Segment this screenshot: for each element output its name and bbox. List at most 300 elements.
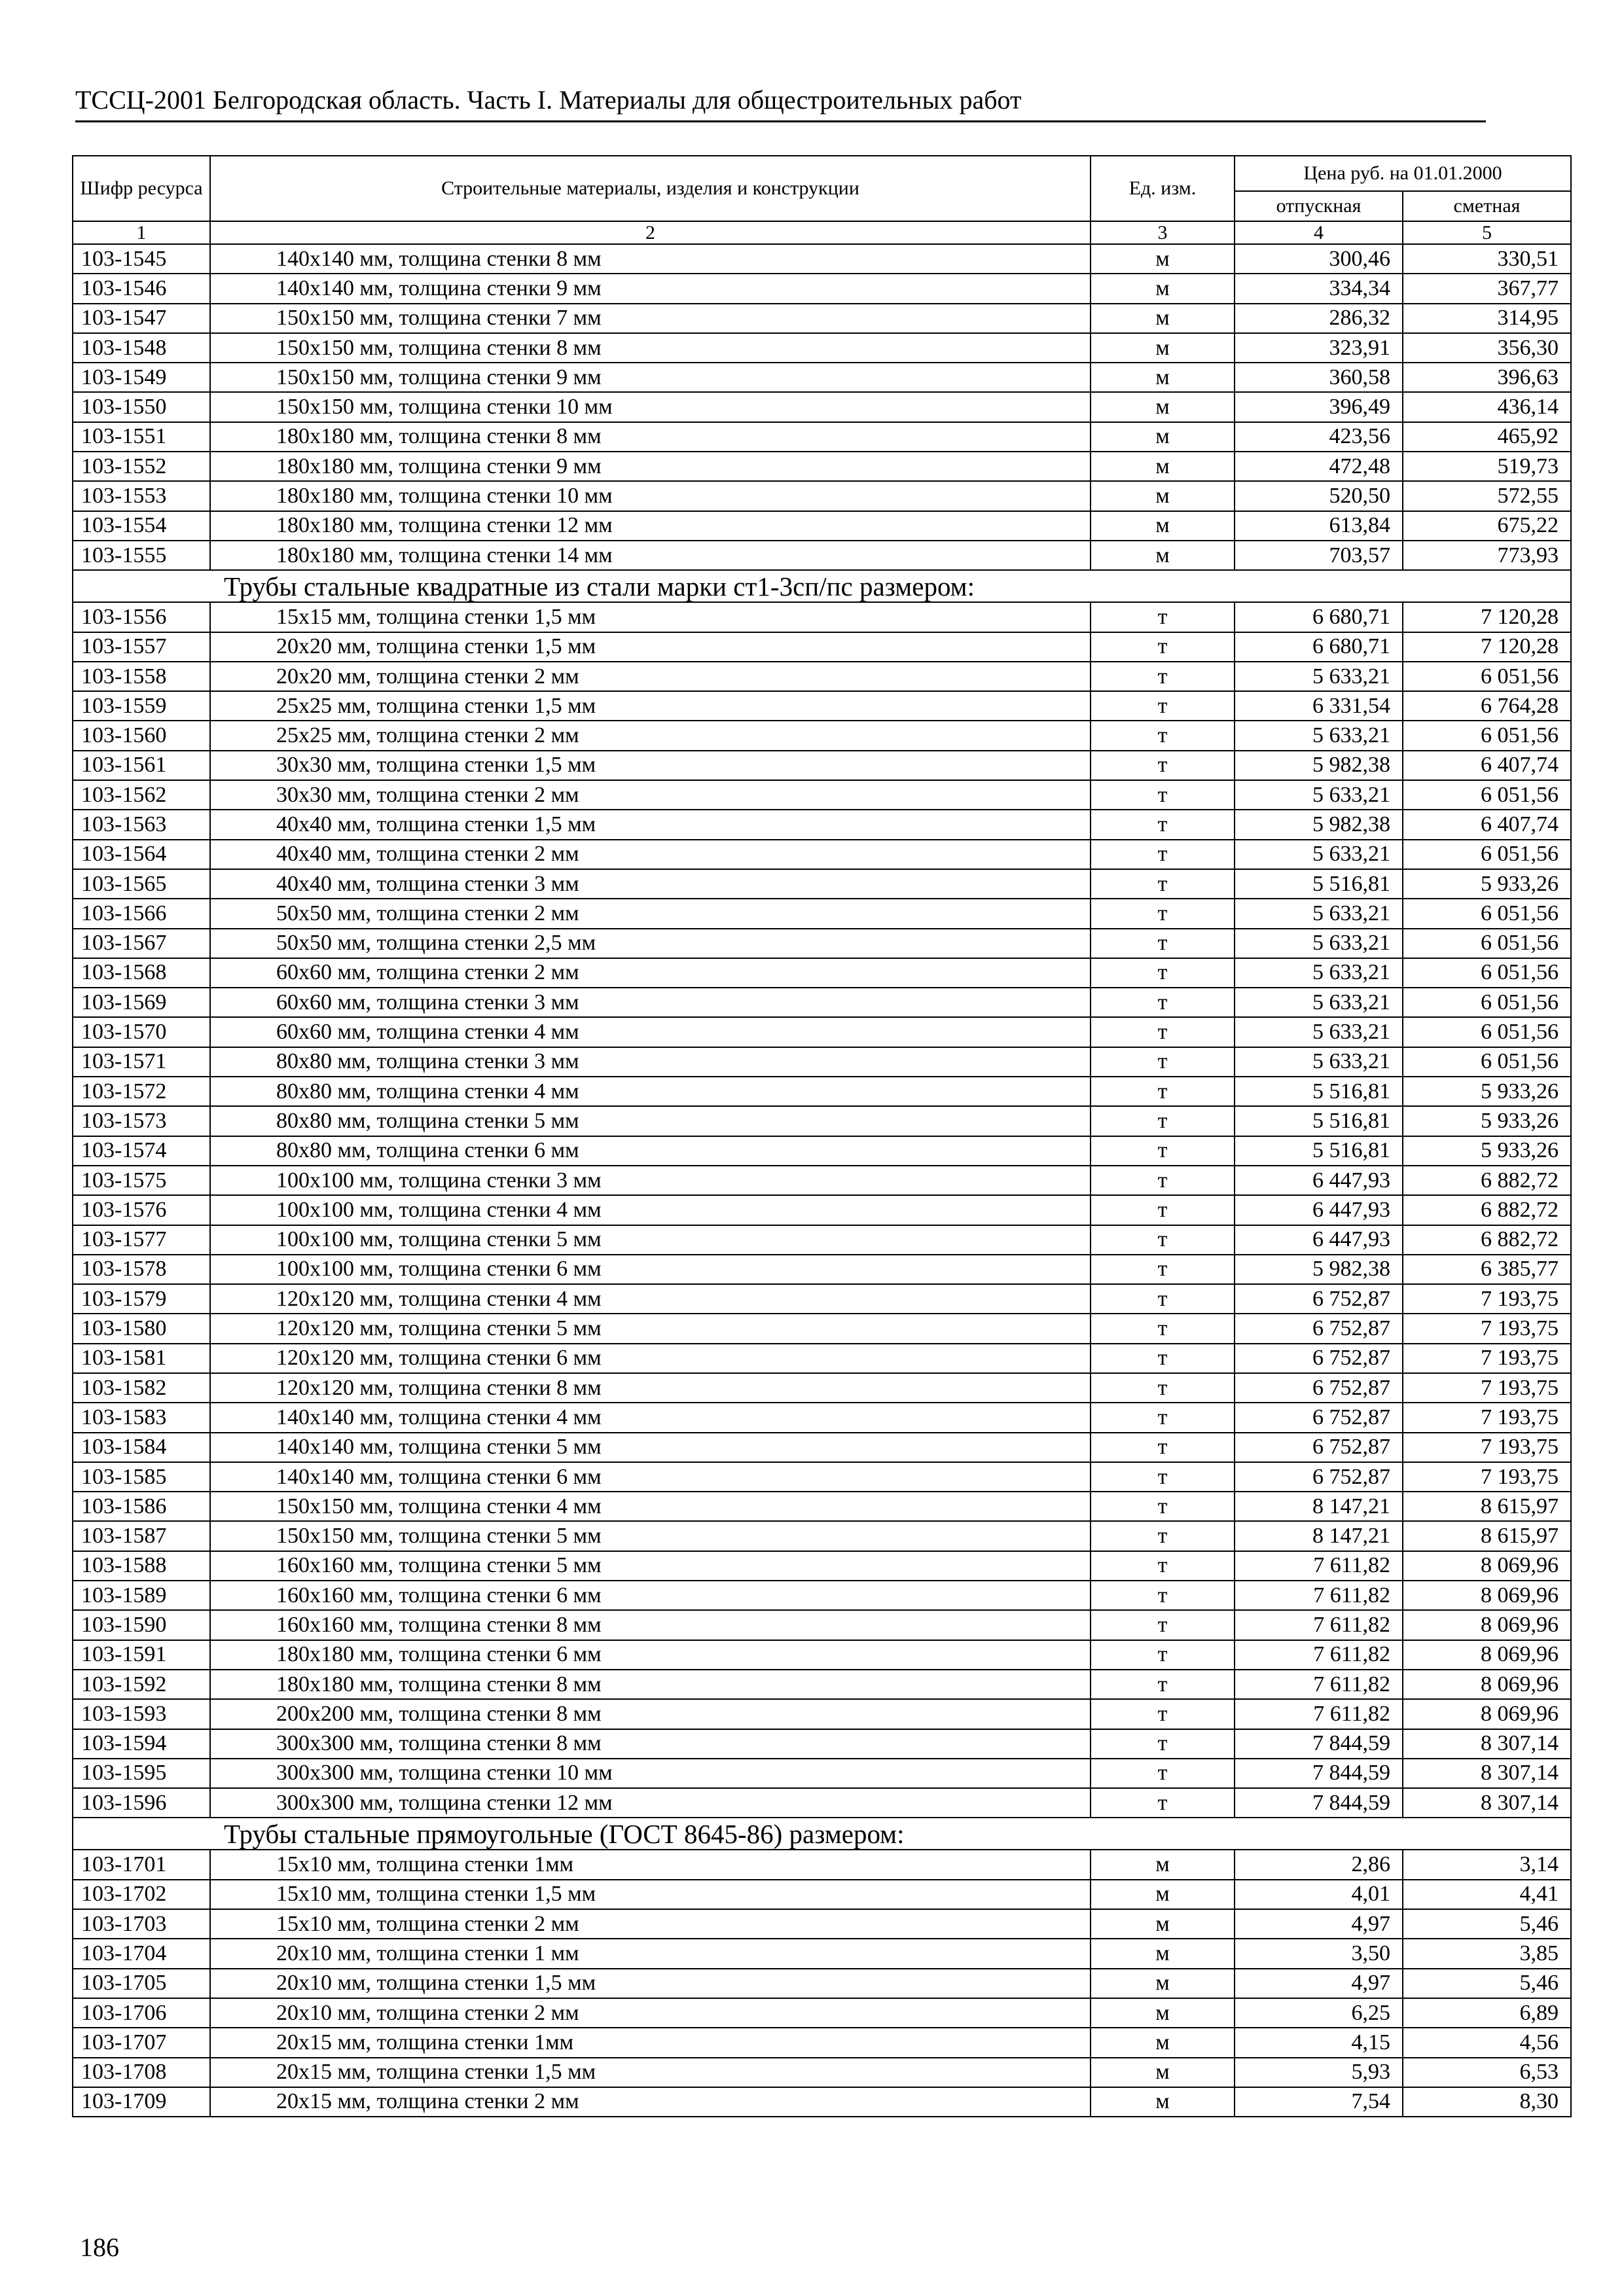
estimate-price-cell: 367,77 [1403, 274, 1571, 303]
estimate-price-cell: 6 051,56 [1403, 780, 1571, 810]
release-price-cell: 5 982,38 [1235, 751, 1403, 780]
estimate-price-cell: 8 615,97 [1403, 1521, 1571, 1551]
estimate-price-cell: 3,14 [1403, 1850, 1571, 1879]
table-row [73, 1551, 1571, 1581]
unit-cell: т [1091, 1166, 1235, 1195]
release-price-cell: 286,32 [1235, 304, 1403, 333]
resource-code-cell: 103-1555 [73, 541, 210, 570]
material-name-cell: 80x80 мм, толщина стенки 6 мм [210, 1136, 1091, 1166]
resource-code-cell: 103-1580 [73, 1314, 210, 1343]
unit-cell: т [1091, 1344, 1235, 1373]
estimate-price-cell: 6 051,56 [1403, 662, 1571, 691]
unit-cell: т [1091, 1640, 1235, 1670]
table-row [73, 1788, 1571, 1818]
resource-code-cell: 103-1707 [73, 2028, 210, 2057]
table-row [73, 1729, 1571, 1759]
material-name-cell: 15x15 мм, толщина стенки 1,5 мм [210, 602, 1091, 632]
unit-cell: м [1091, 304, 1235, 333]
unit-cell: м [1091, 1969, 1235, 1998]
material-name-cell: 15x10 мм, толщина стенки 2 мм [210, 1909, 1091, 1939]
resource-code-cell: 103-1549 [73, 363, 210, 392]
resource-code-cell: 103-1584 [73, 1433, 210, 1462]
release-price-cell: 5 516,81 [1235, 1077, 1403, 1106]
material-name-cell: 100x100 мм, толщина стенки 4 мм [210, 1195, 1091, 1225]
material-name-cell: 40x40 мм, толщина стенки 1,5 мм [210, 810, 1091, 839]
material-name-cell: 300x300 мм, толщина стенки 12 мм [210, 1788, 1091, 1818]
estimate-price-cell: 8 069,96 [1403, 1551, 1571, 1581]
release-price-cell: 6 447,93 [1235, 1166, 1403, 1195]
table-row [73, 1759, 1571, 1788]
table-row [73, 988, 1571, 1017]
resource-code-cell: 103-1703 [73, 1909, 210, 1939]
resource-code-cell: 103-1557 [73, 632, 210, 662]
release-price-cell: 8 147,21 [1235, 1492, 1403, 1521]
resource-code-cell: 103-1560 [73, 721, 210, 750]
estimate-price-cell: 7 193,75 [1403, 1462, 1571, 1492]
estimate-price-cell: 6 882,72 [1403, 1166, 1571, 1195]
material-name-cell: 50x50 мм, толщина стенки 2,5 мм [210, 929, 1091, 958]
unit-cell: м [1091, 1909, 1235, 1939]
table-row [73, 541, 1571, 570]
release-price-cell: 5 516,81 [1235, 1136, 1403, 1166]
table-row [73, 602, 1571, 632]
unit-cell: м [1091, 481, 1235, 511]
estimate-price-cell: 6 051,56 [1403, 929, 1571, 958]
unit-cell: т [1091, 1017, 1235, 1047]
release-price-cell: 6 680,71 [1235, 602, 1403, 632]
table-row [73, 1699, 1571, 1729]
material-name-cell: 160x160 мм, толщина стенки 6 мм [210, 1581, 1091, 1610]
table-row [73, 1998, 1571, 2028]
resource-code-cell: 103-1564 [73, 840, 210, 869]
resource-code-cell: 103-1572 [73, 1077, 210, 1106]
unit-cell: т [1091, 958, 1235, 988]
resource-code-cell: 103-1579 [73, 1284, 210, 1314]
table-row [73, 2087, 1571, 2117]
estimate-price-cell: 6,89 [1403, 1998, 1571, 2028]
resource-code-cell: 103-1565 [73, 869, 210, 899]
unit-cell: м [1091, 363, 1235, 392]
table-row [73, 1433, 1571, 1462]
estimate-price-cell: 7 193,75 [1403, 1314, 1571, 1343]
release-price-cell: 7 611,82 [1235, 1670, 1403, 1699]
resource-code-cell: 103-1548 [73, 333, 210, 363]
resource-code-cell: 103-1581 [73, 1344, 210, 1373]
resource-code-cell: 103-1559 [73, 691, 210, 721]
estimate-price-cell: 6 051,56 [1403, 1017, 1571, 1047]
table-row [73, 1166, 1571, 1195]
resource-code-cell: 103-1588 [73, 1551, 210, 1581]
unit-cell: м [1091, 392, 1235, 422]
material-name-cell: 180x180 мм, толщина стенки 10 мм [210, 481, 1091, 511]
resource-code-cell: 103-1585 [73, 1462, 210, 1492]
section-title: Трубы стальные квадратные из стали марки ст1-3сп/пс размером: [73, 570, 1571, 602]
table-row [73, 511, 1571, 541]
material-name-cell: 30x30 мм, толщина стенки 2 мм [210, 780, 1091, 810]
material-name-cell: 140x140 мм, толщина стенки 4 мм [210, 1403, 1091, 1432]
estimate-price-cell: 6,53 [1403, 2058, 1571, 2087]
resource-code-cell: 103-1570 [73, 1017, 210, 1047]
release-price-cell: 6 752,87 [1235, 1433, 1403, 1462]
unit-cell: т [1091, 1314, 1235, 1343]
unit-cell: м [1091, 2087, 1235, 2117]
estimate-price-cell: 6 407,74 [1403, 810, 1571, 839]
unit-cell: т [1091, 1373, 1235, 1403]
resource-code-cell: 103-1704 [73, 1939, 210, 1968]
resource-code-cell: 103-1562 [73, 780, 210, 810]
resource-code-cell: 103-1589 [73, 1581, 210, 1610]
release-price-cell: 4,97 [1235, 1909, 1403, 1939]
material-name-cell: 20x10 мм, толщина стенки 1 мм [210, 1939, 1091, 1968]
estimate-price-cell: 8 069,96 [1403, 1640, 1571, 1670]
resource-code-cell: 103-1574 [73, 1136, 210, 1166]
table-row [73, 899, 1571, 928]
material-name-cell: 150x150 мм, толщина стенки 8 мм [210, 333, 1091, 363]
release-price-cell: 5 516,81 [1235, 1106, 1403, 1136]
estimate-price-cell: 7 193,75 [1403, 1403, 1571, 1432]
resource-code-cell: 103-1561 [73, 751, 210, 780]
material-name-cell: 300x300 мм, толщина стенки 8 мм [210, 1729, 1091, 1759]
header-code: Шифр ресурса [73, 156, 210, 221]
release-price-cell: 7,54 [1235, 2087, 1403, 2117]
material-name-cell: 150x150 мм, толщина стенки 7 мм [210, 304, 1091, 333]
page-header: ТССЦ-2001 Белгородская область. Часть I. Материалы для общестроительных работ [75, 84, 1486, 122]
unit-cell: м [1091, 1998, 1235, 2028]
resource-code-cell: 103-1575 [73, 1166, 210, 1195]
estimate-price-cell: 7 193,75 [1403, 1433, 1571, 1462]
resource-code-cell: 103-1546 [73, 274, 210, 303]
table-row [73, 1610, 1571, 1640]
release-price-cell: 6 752,87 [1235, 1403, 1403, 1432]
unit-cell: т [1091, 1077, 1235, 1106]
unit-cell: т [1091, 1106, 1235, 1136]
material-name-cell: 180x180 мм, толщина стенки 8 мм [210, 1670, 1091, 1699]
material-name-cell: 140x140 мм, толщина стенки 9 мм [210, 274, 1091, 303]
release-price-cell: 5 633,21 [1235, 780, 1403, 810]
estimate-price-cell: 3,85 [1403, 1939, 1571, 1968]
unit-cell: м [1091, 422, 1235, 452]
resource-code-cell: 103-1586 [73, 1492, 210, 1521]
release-price-cell: 7 844,59 [1235, 1729, 1403, 1759]
resource-code-cell: 103-1553 [73, 481, 210, 511]
estimate-price-cell: 5 933,26 [1403, 1077, 1571, 1106]
release-price-cell: 3,50 [1235, 1939, 1403, 1968]
unit-cell: м [1091, 333, 1235, 363]
table-row [73, 1225, 1571, 1255]
release-price-cell: 7 611,82 [1235, 1551, 1403, 1581]
table-row [73, 929, 1571, 958]
unit-cell: м [1091, 2028, 1235, 2057]
unit-cell: т [1091, 751, 1235, 780]
section-title: Трубы стальные прямоугольные (ГОСТ 8645-86) размером: [73, 1818, 1571, 1850]
table-row [73, 1255, 1571, 1284]
unit-cell: т [1091, 1195, 1235, 1225]
unit-cell: т [1091, 1433, 1235, 1462]
column-number: 1 [73, 221, 210, 244]
release-price-cell: 5 633,21 [1235, 662, 1403, 691]
resource-code-cell: 103-1583 [73, 1403, 210, 1432]
resource-code-cell: 103-1582 [73, 1373, 210, 1403]
estimate-price-cell: 8 069,96 [1403, 1581, 1571, 1610]
estimate-price-cell: 5 933,26 [1403, 1136, 1571, 1166]
unit-cell: м [1091, 541, 1235, 570]
table-row [73, 481, 1571, 511]
material-name-cell: 180x180 мм, толщина стенки 6 мм [210, 1640, 1091, 1670]
estimate-price-cell: 675,22 [1403, 511, 1571, 541]
release-price-cell: 396,49 [1235, 392, 1403, 422]
material-name-cell: 15x10 мм, толщина стенки 1мм [210, 1850, 1091, 1879]
estimate-price-cell: 8 069,96 [1403, 1699, 1571, 1729]
table-row [73, 1284, 1571, 1314]
table-row [73, 1880, 1571, 1909]
resource-code-cell: 103-1705 [73, 1969, 210, 1998]
estimate-price-cell: 7 193,75 [1403, 1344, 1571, 1373]
column-number: 2 [210, 221, 1091, 244]
release-price-cell: 5 516,81 [1235, 869, 1403, 899]
resource-code-cell: 103-1567 [73, 929, 210, 958]
unit-cell: т [1091, 1581, 1235, 1610]
material-name-cell: 15x10 мм, толщина стенки 1,5 мм [210, 1880, 1091, 1909]
material-name-cell: 180x180 мм, толщина стенки 9 мм [210, 452, 1091, 481]
material-name-cell: 80x80 мм, толщина стенки 5 мм [210, 1106, 1091, 1136]
table-row [73, 632, 1571, 662]
release-price-cell: 6,25 [1235, 1998, 1403, 2028]
resource-code-cell: 103-1551 [73, 422, 210, 452]
column-number: 4 [1235, 221, 1403, 244]
estimate-price-cell: 314,95 [1403, 304, 1571, 333]
material-name-cell: 20x15 мм, толщина стенки 1,5 мм [210, 2058, 1091, 2087]
resource-code-cell: 103-1709 [73, 2087, 210, 2117]
table-row [73, 1195, 1571, 1225]
material-name-cell: 100x100 мм, толщина стенки 5 мм [210, 1225, 1091, 1255]
unit-cell: т [1091, 1136, 1235, 1166]
table-row [73, 422, 1571, 452]
unit-cell: т [1091, 721, 1235, 750]
table-row [73, 1939, 1571, 1968]
unit-cell: т [1091, 929, 1235, 958]
table-row [73, 751, 1571, 780]
estimate-price-cell: 396,63 [1403, 363, 1571, 392]
table-row [73, 304, 1571, 333]
header-release-price: отпускная [1235, 191, 1403, 221]
estimate-price-cell: 773,93 [1403, 541, 1571, 570]
table-row [73, 1017, 1571, 1047]
estimate-price-cell: 465,92 [1403, 422, 1571, 452]
release-price-cell: 703,57 [1235, 541, 1403, 570]
resource-code-cell: 103-1701 [73, 1850, 210, 1879]
material-name-cell: 100x100 мм, толщина стенки 6 мм [210, 1255, 1091, 1284]
resource-code-cell: 103-1578 [73, 1255, 210, 1284]
material-name-cell: 160x160 мм, толщина стенки 8 мм [210, 1610, 1091, 1640]
unit-cell: т [1091, 1551, 1235, 1581]
release-price-cell: 2,86 [1235, 1850, 1403, 1879]
table-row [73, 1136, 1571, 1166]
resource-code-cell: 103-1708 [73, 2058, 210, 2087]
release-price-cell: 6 752,87 [1235, 1284, 1403, 1314]
section-header-row [73, 570, 1571, 602]
resource-code-cell: 103-1590 [73, 1610, 210, 1640]
material-name-cell: 80x80 мм, толщина стенки 3 мм [210, 1047, 1091, 1077]
estimate-price-cell: 6 764,28 [1403, 691, 1571, 721]
material-name-cell: 100x100 мм, толщина стенки 3 мм [210, 1166, 1091, 1195]
estimate-price-cell: 7 120,28 [1403, 602, 1571, 632]
unit-cell: т [1091, 1610, 1235, 1640]
estimate-price-cell: 6 882,72 [1403, 1195, 1571, 1225]
release-price-cell: 4,15 [1235, 2028, 1403, 2057]
release-price-cell: 5 633,21 [1235, 929, 1403, 958]
material-name-cell: 180x180 мм, толщина стенки 14 мм [210, 541, 1091, 570]
estimate-price-cell: 6 882,72 [1403, 1225, 1571, 1255]
resource-code-cell: 103-1591 [73, 1640, 210, 1670]
table-row [73, 392, 1571, 422]
material-name-cell: 140x140 мм, толщина стенки 6 мм [210, 1462, 1091, 1492]
table-body [73, 244, 1571, 2117]
unit-cell: т [1091, 1788, 1235, 1818]
table-row [73, 1462, 1571, 1492]
release-price-cell: 360,58 [1235, 363, 1403, 392]
estimate-price-cell: 6 051,56 [1403, 840, 1571, 869]
unit-cell: м [1091, 1939, 1235, 1968]
material-name-cell: 20x20 мм, толщина стенки 1,5 мм [210, 632, 1091, 662]
unit-cell: т [1091, 1255, 1235, 1284]
estimate-price-cell: 6 051,56 [1403, 988, 1571, 1017]
table-row [73, 1373, 1571, 1403]
unit-cell: т [1091, 1225, 1235, 1255]
table-row [73, 244, 1571, 274]
material-name-cell: 20x15 мм, толщина стенки 1мм [210, 2028, 1091, 2057]
estimate-price-cell: 356,30 [1403, 333, 1571, 363]
table-row [73, 780, 1571, 810]
column-number: 5 [1403, 221, 1571, 244]
table-row [73, 452, 1571, 481]
material-name-cell: 20x20 мм, толщина стенки 2 мм [210, 662, 1091, 691]
release-price-cell: 5 633,21 [1235, 988, 1403, 1017]
release-price-cell: 423,56 [1235, 422, 1403, 452]
material-name-cell: 150x150 мм, толщина стенки 5 мм [210, 1521, 1091, 1551]
table-row [73, 274, 1571, 303]
unit-cell: м [1091, 1850, 1235, 1879]
resource-code-cell: 103-1595 [73, 1759, 210, 1788]
release-price-cell: 4,01 [1235, 1880, 1403, 1909]
estimate-price-cell: 5,46 [1403, 1969, 1571, 1998]
resource-code-cell: 103-1593 [73, 1699, 210, 1729]
resource-code-cell: 103-1566 [73, 899, 210, 928]
estimate-price-cell: 5 933,26 [1403, 1106, 1571, 1136]
table-row [73, 958, 1571, 988]
material-name-cell: 150x150 мм, толщина стенки 4 мм [210, 1492, 1091, 1521]
material-name-cell: 140x140 мм, толщина стенки 8 мм [210, 244, 1091, 274]
material-name-cell: 120x120 мм, толщина стенки 6 мм [210, 1344, 1091, 1373]
material-name-cell: 200x200 мм, толщина стенки 8 мм [210, 1699, 1091, 1729]
table-row [73, 1314, 1571, 1343]
price-table [72, 155, 1572, 2117]
release-price-cell: 6 752,87 [1235, 1314, 1403, 1343]
resource-code-cell: 103-1596 [73, 1788, 210, 1818]
unit-cell: т [1091, 1492, 1235, 1521]
unit-cell: т [1091, 840, 1235, 869]
resource-code-cell: 103-1592 [73, 1670, 210, 1699]
material-name-cell: 40x40 мм, толщина стенки 2 мм [210, 840, 1091, 869]
unit-cell: т [1091, 1729, 1235, 1759]
header-price: Цена руб. на 01.01.2000 [1235, 156, 1571, 191]
resource-code-cell: 103-1702 [73, 1880, 210, 1909]
resource-code-cell: 103-1571 [73, 1047, 210, 1077]
unit-cell: т [1091, 691, 1235, 721]
table-row [73, 1670, 1571, 1699]
resource-code-cell: 103-1556 [73, 602, 210, 632]
material-name-cell: 140x140 мм, толщина стенки 5 мм [210, 1433, 1091, 1462]
release-price-cell: 8 147,21 [1235, 1521, 1403, 1551]
header-unit: Ед. изм. [1091, 156, 1235, 221]
estimate-price-cell: 6 051,56 [1403, 958, 1571, 988]
material-name-cell: 20x10 мм, толщина стенки 2 мм [210, 1998, 1091, 2028]
estimate-price-cell: 8 615,97 [1403, 1492, 1571, 1521]
estimate-price-cell: 7 193,75 [1403, 1284, 1571, 1314]
material-name-cell: 80x80 мм, толщина стенки 4 мм [210, 1077, 1091, 1106]
resource-code-cell: 103-1552 [73, 452, 210, 481]
release-price-cell: 7 611,82 [1235, 1610, 1403, 1640]
release-price-cell: 300,46 [1235, 244, 1403, 274]
release-price-cell: 7 611,82 [1235, 1640, 1403, 1670]
material-name-cell: 160x160 мм, толщина стенки 5 мм [210, 1551, 1091, 1581]
unit-cell: т [1091, 662, 1235, 691]
table-row [73, 662, 1571, 691]
resource-code-cell: 103-1573 [73, 1106, 210, 1136]
estimate-price-cell: 6 051,56 [1403, 721, 1571, 750]
material-name-cell: 300x300 мм, толщина стенки 10 мм [210, 1759, 1091, 1788]
unit-cell: т [1091, 988, 1235, 1017]
table-row [73, 1047, 1571, 1077]
estimate-price-cell: 519,73 [1403, 452, 1571, 481]
material-name-cell: 120x120 мм, толщина стенки 5 мм [210, 1314, 1091, 1343]
material-name-cell: 60x60 мм, толщина стенки 4 мм [210, 1017, 1091, 1047]
header-name: Строительные материалы, изделия и конструкции [210, 156, 1091, 221]
unit-cell: т [1091, 1670, 1235, 1699]
unit-cell: т [1091, 602, 1235, 632]
material-name-cell: 150x150 мм, толщина стенки 10 мм [210, 392, 1091, 422]
unit-cell: т [1091, 1403, 1235, 1432]
table-row [73, 1850, 1571, 1879]
release-price-cell: 520,50 [1235, 481, 1403, 511]
header-estimate-price: сметная [1403, 191, 1571, 221]
table-row [73, 721, 1571, 750]
resource-code-cell: 103-1547 [73, 304, 210, 333]
material-name-cell: 180x180 мм, толщина стенки 8 мм [210, 422, 1091, 452]
unit-cell: т [1091, 1284, 1235, 1314]
estimate-price-cell: 7 193,75 [1403, 1373, 1571, 1403]
material-name-cell: 120x120 мм, толщина стенки 4 мм [210, 1284, 1091, 1314]
table-row [73, 840, 1571, 869]
table-row [73, 810, 1571, 839]
unit-cell: т [1091, 1521, 1235, 1551]
release-price-cell: 334,34 [1235, 274, 1403, 303]
table-row [73, 363, 1571, 392]
material-name-cell: 50x50 мм, толщина стенки 2 мм [210, 899, 1091, 928]
table-row [73, 1581, 1571, 1610]
table-row [73, 1344, 1571, 1373]
release-price-cell: 6 331,54 [1235, 691, 1403, 721]
page-number: 186 [80, 2233, 119, 2262]
release-price-cell: 6 752,87 [1235, 1344, 1403, 1373]
release-price-cell: 5 633,21 [1235, 1047, 1403, 1077]
material-name-cell: 60x60 мм, толщина стенки 3 мм [210, 988, 1091, 1017]
release-price-cell: 7 844,59 [1235, 1759, 1403, 1788]
resource-code-cell: 103-1550 [73, 392, 210, 422]
unit-cell: т [1091, 1759, 1235, 1788]
material-name-cell: 25x25 мм, толщина стенки 1,5 мм [210, 691, 1091, 721]
release-price-cell: 6 447,93 [1235, 1225, 1403, 1255]
table-row [73, 1909, 1571, 1939]
